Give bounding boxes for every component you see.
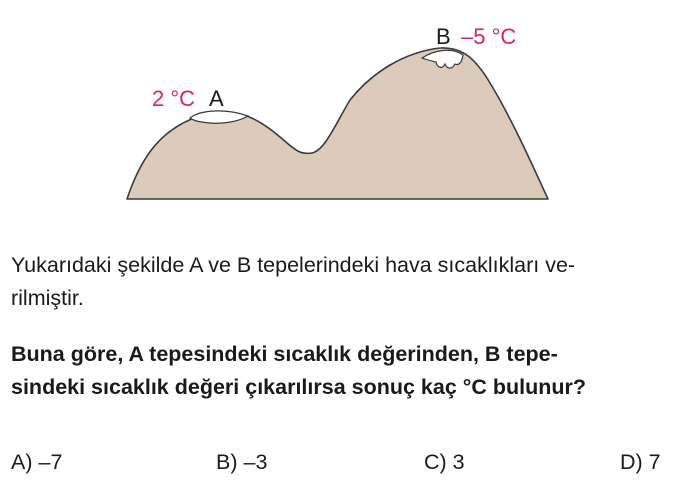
hill-b-temperature: –5 °C: [461, 24, 517, 49]
mountain-figure: [0, 0, 689, 240]
question-stem-line: rilmiştir.: [11, 286, 84, 310]
hill-a-temperature: 2 °C: [152, 86, 196, 111]
choice-a[interactable]: [11, 450, 62, 475]
choice-letter: D): [620, 450, 643, 474]
choice-value: –7: [38, 450, 63, 474]
question-stem: [11, 249, 679, 315]
choice-c[interactable]: [424, 450, 465, 475]
question-prompt-line: sindeki sıcaklık değeri çıkarılırsa sonuç kaç °C bulunur?: [11, 375, 586, 399]
choice-value: –3: [243, 450, 268, 474]
choice-letter: A): [11, 450, 33, 474]
hill-a-label: A: [209, 86, 224, 111]
answer-choices: [0, 450, 689, 480]
choice-letter: C): [424, 450, 447, 474]
mountain-silhouette: [127, 48, 548, 199]
choice-value: 7: [648, 450, 661, 474]
choice-letter: B): [216, 450, 238, 474]
choice-value: 3: [452, 450, 465, 474]
hill-b-label: B: [436, 24, 451, 49]
question-prompt-line: Buna göre, A tepesindeki sıcaklık değerinden, B tepe-: [11, 342, 558, 366]
question-stem-line: Yukarıdaki şekilde A ve B tepelerindeki hava sıcaklıkları ve-: [11, 253, 576, 277]
choice-b[interactable]: [216, 450, 267, 475]
question-prompt: [11, 338, 679, 404]
choice-d[interactable]: [620, 450, 661, 475]
